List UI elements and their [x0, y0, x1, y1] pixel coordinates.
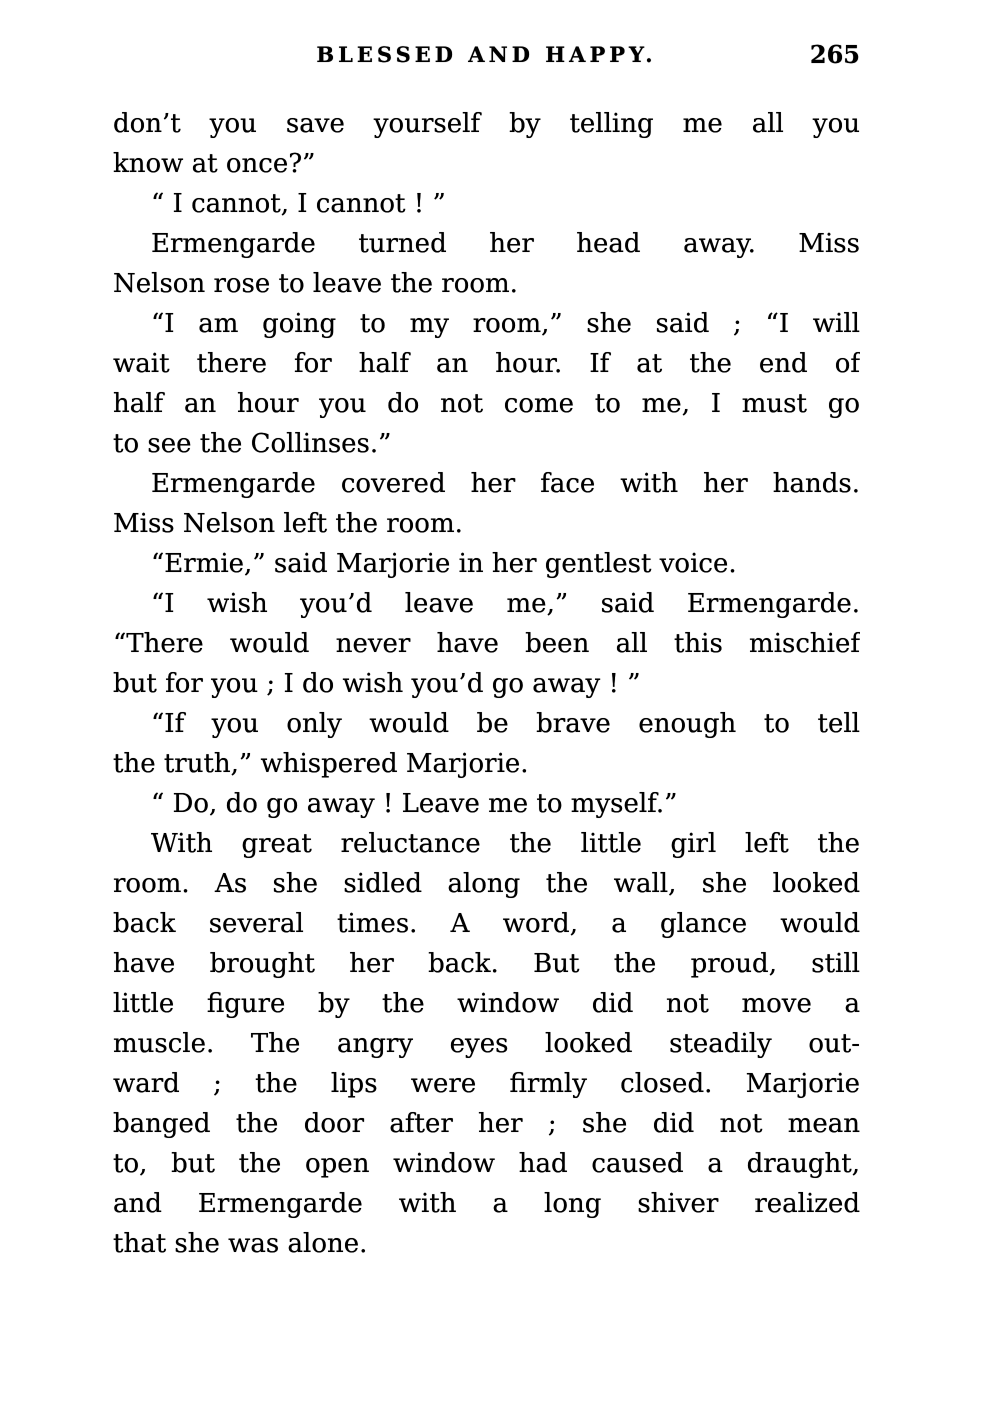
text-line: Miss Nelson left the room.	[113, 509, 463, 539]
paragraph	[113, 704, 860, 784]
paragraph	[113, 824, 860, 1264]
page-number: 265	[809, 40, 860, 69]
text-line: Ermengarde covered her face with her hands.	[151, 469, 860, 499]
text-line: muscle. The angry eyes looked steadily out-	[113, 1029, 860, 1059]
text-line: have brought her back. But the proud, still	[113, 949, 860, 979]
paragraph	[113, 184, 860, 224]
text-line: the truth,” whispered Marjorie.	[113, 749, 529, 779]
text-line: With great reluctance the little girl left the	[151, 829, 860, 859]
text-line: back several times. A word, a glance would	[113, 909, 860, 939]
text-line: “I wish you’d leave me,” said Ermengarde.	[151, 589, 860, 619]
text-line: wait there for half an hour. If at the end of	[113, 349, 860, 379]
text-line: Nelson rose to leave the room.	[113, 269, 518, 299]
text-line: “Ermie,” said Marjorie in her gentlest voice.	[151, 549, 737, 579]
paragraph	[113, 464, 860, 544]
text-line: but for you ; I do wish you’d go away ! ”	[113, 669, 641, 699]
text-line: “ I cannot, I cannot ! ”	[151, 189, 446, 219]
text-line: that she was alone.	[113, 1229, 368, 1259]
paragraph	[113, 544, 860, 584]
paragraph	[113, 584, 860, 704]
text-line: to, but the open window had caused a draught,	[113, 1149, 860, 1179]
text-line: Ermengarde turned her head away. Miss	[151, 229, 860, 259]
text-line: to see the Collinses.”	[113, 429, 392, 459]
text-line: little figure by the window did not move a	[113, 989, 860, 1019]
text-line: half an hour you do not come to me, I must go	[113, 389, 860, 419]
paragraph	[113, 224, 860, 304]
text-line: “There would never have been all this mischief	[113, 629, 860, 659]
paragraph	[113, 104, 860, 184]
text-line: don’t you save yourself by telling me all you	[113, 109, 860, 139]
running-title: BLESSED AND HAPPY.	[316, 42, 657, 67]
text-line: “If you only would be brave enough to tell	[151, 709, 860, 739]
text-line: and Ermengarde with a long shiver realized	[113, 1189, 860, 1219]
text-line: know at once?”	[113, 149, 316, 179]
text-line: “ Do, do go away ! Leave me to myself.”	[151, 789, 678, 819]
text-line: “I am going to my room,” she said ; “I will	[151, 309, 860, 339]
text-line: banged the door after her ; she did not mean	[113, 1109, 860, 1139]
text-line: ward ; the lips were firmly closed. Marjorie	[113, 1069, 860, 1099]
text-line: room. As she sidled along the wall, she looked	[113, 869, 860, 899]
paragraph	[113, 784, 860, 824]
paragraph	[113, 304, 860, 464]
page-body	[113, 104, 860, 1264]
page-header	[113, 42, 860, 76]
